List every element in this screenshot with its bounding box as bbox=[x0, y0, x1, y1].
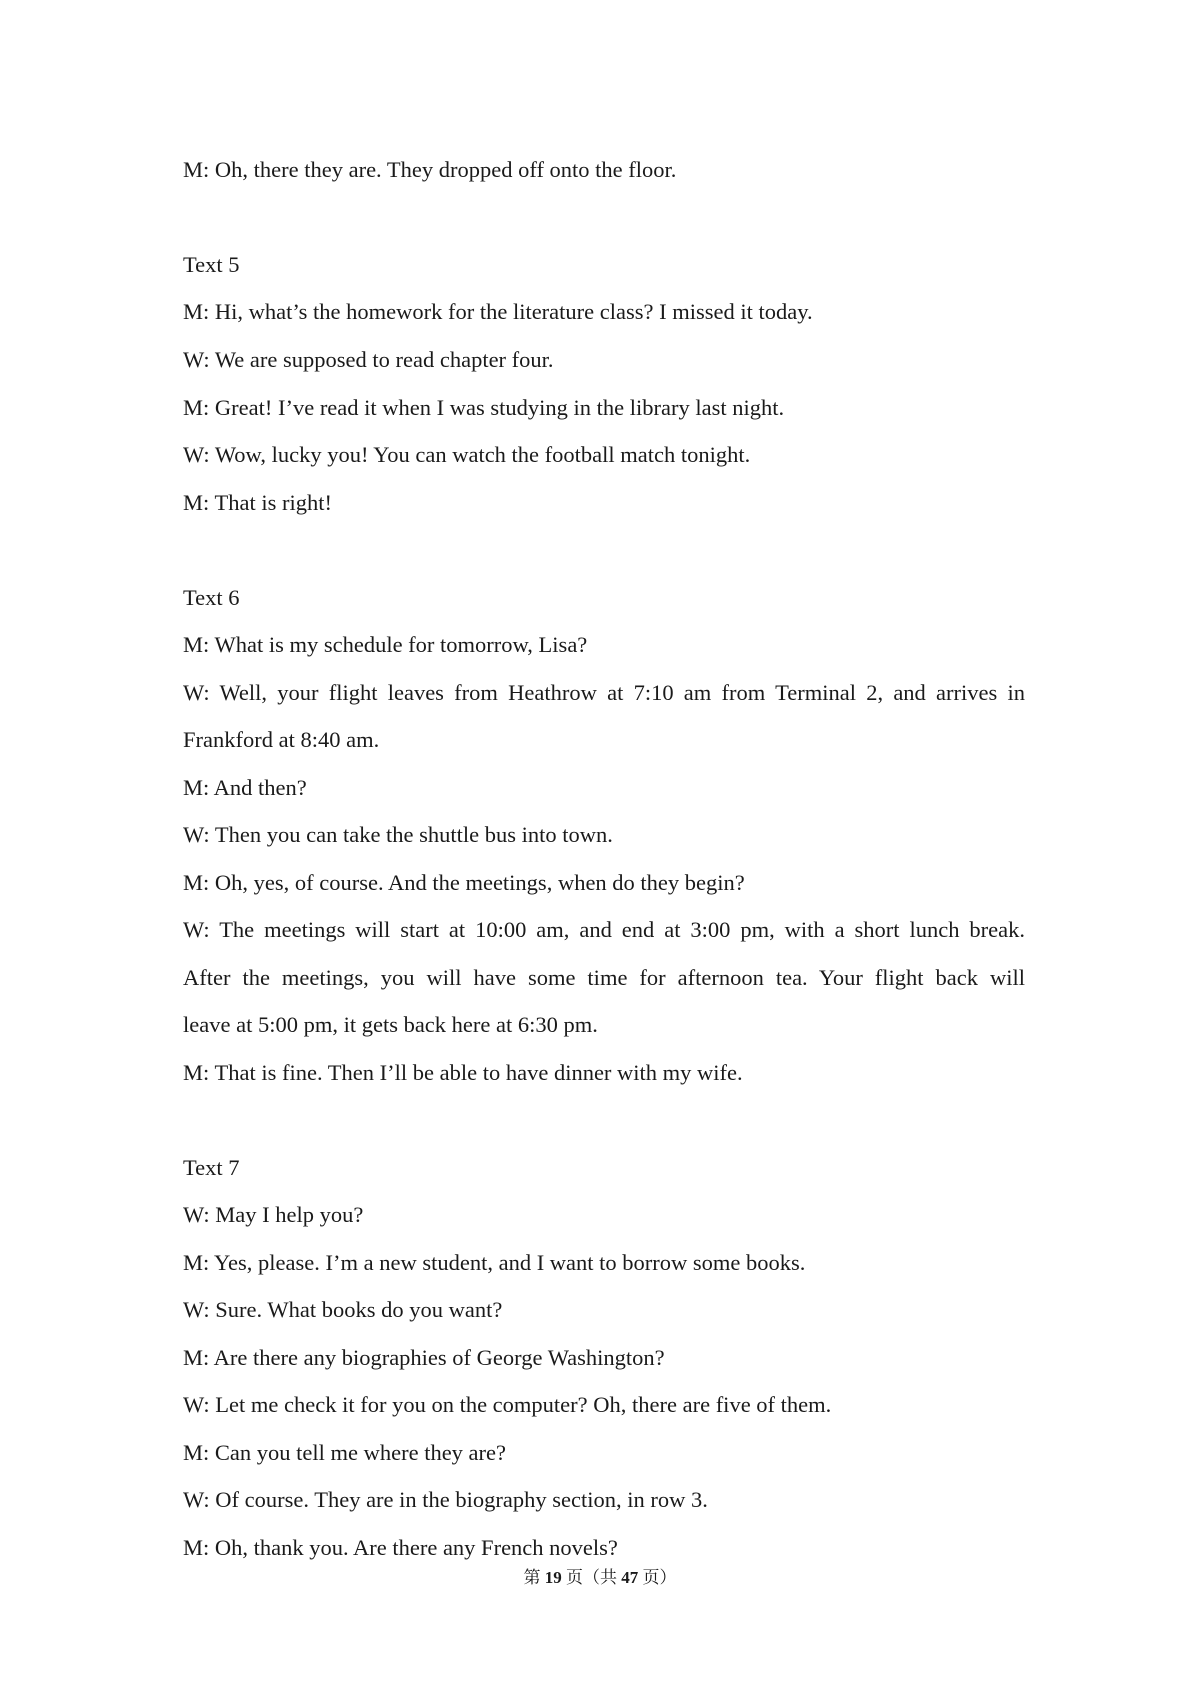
dialogue-line: M: Yes, please. I’m a new student, and I want to borrow some books. bbox=[183, 1250, 806, 1275]
dialogue-line: W: Sure. What books do you want? bbox=[183, 1297, 503, 1322]
dialogue-line: leave at 5:00 pm, it gets back here at 6:30 pm. bbox=[183, 1012, 598, 1037]
dialogue-line: W: May I help you? bbox=[183, 1202, 364, 1227]
section-heading: Text 7 bbox=[183, 1155, 240, 1180]
current-page-number: 19 bbox=[544, 1568, 562, 1587]
dialogue-line: M: Oh, thank you. Are there any French novels? bbox=[183, 1535, 618, 1560]
dialogue-line: After the meetings, you will have some time for afternoon tea. Your flight back will bbox=[183, 965, 1025, 990]
footer-prefix: 第 bbox=[523, 1568, 545, 1587]
total-pages-number: 47 bbox=[621, 1568, 639, 1587]
dialogue-line: W: Well, your flight leaves from Heathrow at 7:10 am from Terminal 2, and arrives in bbox=[183, 680, 1025, 705]
dialogue-line: M: Oh, yes, of course. And the meetings, when do they begin? bbox=[183, 870, 745, 895]
dialogue-line: M: Oh, there they are. They dropped off onto the floor. bbox=[183, 157, 677, 182]
dialogue-line: W: Let me check it for you on the computer? Oh, there are five of them. bbox=[183, 1392, 832, 1417]
page-footer bbox=[0, 1566, 1200, 1590]
footer-suffix: 页） bbox=[638, 1568, 677, 1587]
dialogue-line: W: Then you can take the shuttle bus into town. bbox=[183, 822, 613, 847]
dialogue-line: W: The meetings will start at 10:00 am, and end at 3:00 pm, with a short lunch break. bbox=[183, 917, 1025, 942]
section-heading: Text 5 bbox=[183, 252, 240, 277]
dialogue-line: M: That is right! bbox=[183, 490, 332, 515]
dialogue-line: W: We are supposed to read chapter four. bbox=[183, 347, 554, 372]
dialogue-line: M: Are there any biographies of George Washington? bbox=[183, 1345, 665, 1370]
dialogue-line: M: That is fine. Then I’ll be able to have dinner with my wife. bbox=[183, 1060, 743, 1085]
dialogue-line: Frankford at 8:40 am. bbox=[183, 727, 380, 752]
footer-middle: 页（共 bbox=[561, 1568, 622, 1587]
dialogue-line: M: Hi, what’s the homework for the literature class? I missed it today. bbox=[183, 299, 813, 324]
dialogue-line: M: Can you tell me where they are? bbox=[183, 1440, 507, 1465]
dialogue-line: W: Wow, lucky you! You can watch the football match tonight. bbox=[183, 442, 751, 467]
dialogue-line: W: Of course. They are in the biography section, in row 3. bbox=[183, 1487, 708, 1512]
dialogue-line: M: What is my schedule for tomorrow, Lisa? bbox=[183, 632, 588, 657]
section-heading: Text 6 bbox=[183, 585, 240, 610]
dialogue-line: M: Great! I’ve read it when I was studying in the library last night. bbox=[183, 395, 785, 420]
dialogue-line: M: And then? bbox=[183, 775, 307, 800]
